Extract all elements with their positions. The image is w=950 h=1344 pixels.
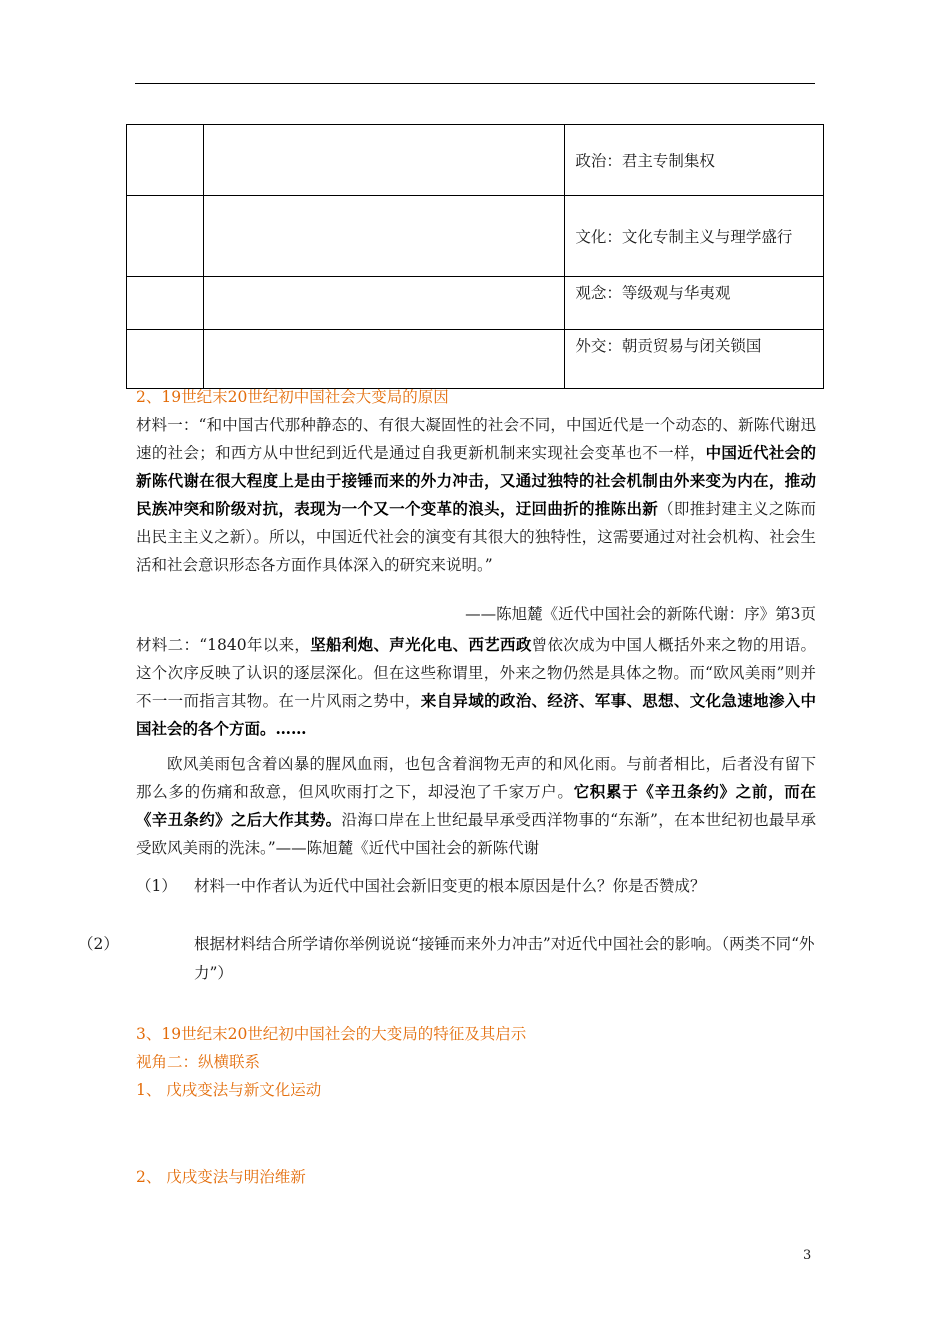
material1-source: ——陈旭麓《近代中国社会的新陈代谢：序》第3页 xyxy=(465,605,816,623)
table-row xyxy=(127,125,824,196)
table-cell xyxy=(203,125,565,196)
material2 xyxy=(136,631,816,743)
material2-text: 材料二：“1840年以来， xyxy=(136,636,311,654)
material1-bold: 中国近代社会的新陈代谢在很大程度上是由于接锤而来的外力冲击，又通过独特的社会机制由外来变为内在，推动民族冲突和阶级对抗，表现为一个又一个变革的浪头，迂回曲折的推陈出新 xyxy=(136,443,816,518)
section2-heading: 2、19世纪末20世纪初中国社会大变局的原因 xyxy=(136,388,449,406)
table-cell xyxy=(203,330,565,389)
item-2: 2、 戊戌变法与明治维新 xyxy=(136,1168,306,1186)
table-cell xyxy=(127,125,204,196)
comparison-table xyxy=(126,124,824,389)
table-cell xyxy=(203,277,565,330)
header-rule xyxy=(135,83,815,84)
material1 xyxy=(136,411,816,579)
question-text: 根据材料结合所学请你举例说说“接锤而来外力冲击”对近代中国社会的影响。（两类不同“外力”） xyxy=(194,935,815,982)
material2-bold: 坚船利炮、声光化电、西艺西政 xyxy=(310,635,532,654)
table-cell: 观念：等级观与华夷观 xyxy=(565,277,824,330)
material2-cont xyxy=(136,750,816,862)
question-1 xyxy=(136,872,816,901)
table-cell xyxy=(203,196,565,277)
page-number: 3 xyxy=(803,1248,812,1263)
table-cell xyxy=(127,277,204,330)
table-row xyxy=(127,330,824,389)
material1-text-2: （即推封建主义之陈而出民主主义之新）。所以，中国近代社会的演变有其很大的独特性，这需要通过对社会机构、社会生活和社会意识形态各方面作具体深入的研究来说明。” xyxy=(136,500,816,574)
material2-bold-2: 来自异域的政治、经济、军事、思想、文化急速地渗入中国社会的各个方面。…… xyxy=(136,691,816,738)
material1-text: 材料一：“和中国古代那种静态的、有很大凝固性的社会不同，中国近代是一个动态的、新陈代谢迅速的社会；和西方从中世纪到近代是通过自我更新机制来实现社会变革也不一样， xyxy=(136,416,816,462)
material2-bold-3: 它积累于《辛丑条约》之前，而在《辛丑条约》之后大作其势。 xyxy=(136,782,816,829)
material2-text-2: 曾依次成为中国人概括外来之物的用语。这个次序反映了认识的逐层深化。但在这些称谓里，外来之物仍然是具体之物。而“欧风美雨”则并不一一而指言其物。在一片风雨之势中， xyxy=(136,636,816,710)
question-text: 材料一中作者认为近代中国社会新旧变更的根本原因是什么？你是否赞成？ xyxy=(194,877,706,895)
table-cell: 文化：文化专制主义与理学盛行 xyxy=(565,196,824,277)
question-2 xyxy=(78,930,816,988)
item-1: 1、 戊戌变法与新文化运动 xyxy=(136,1081,322,1099)
table-row xyxy=(127,277,824,330)
table-cell xyxy=(127,196,204,277)
question-number: （2） xyxy=(78,935,119,953)
question-number: （1） xyxy=(136,877,177,895)
table-cell: 外交：朝贡贸易与闭关锁国 xyxy=(565,330,824,389)
material2-text-3: 欧风美雨包含着凶暴的腥风血雨，也包含着润物无声的和风化雨。与前者相比，后者没有留下那么多的伤痛和敌意，但风吹雨打之下，却浸泡了千家万户。 xyxy=(136,755,816,801)
table-cell: 政治：君主专制集权 xyxy=(565,125,824,196)
table-cell xyxy=(127,330,204,389)
section3-heading: 3、19世纪末20世纪初中国社会的大变局的特征及其启示 xyxy=(136,1025,527,1043)
table-row xyxy=(127,196,824,277)
perspective-heading: 视角二：纵横联系 xyxy=(136,1053,261,1071)
material2-text-4: 沿海口岸在上世纪最早承受西洋物事的“东渐”，在本世纪初也最早承受欧风美雨的洗沫。”——陈旭麓《近代中国社会的新陈代谢 xyxy=(136,811,816,857)
